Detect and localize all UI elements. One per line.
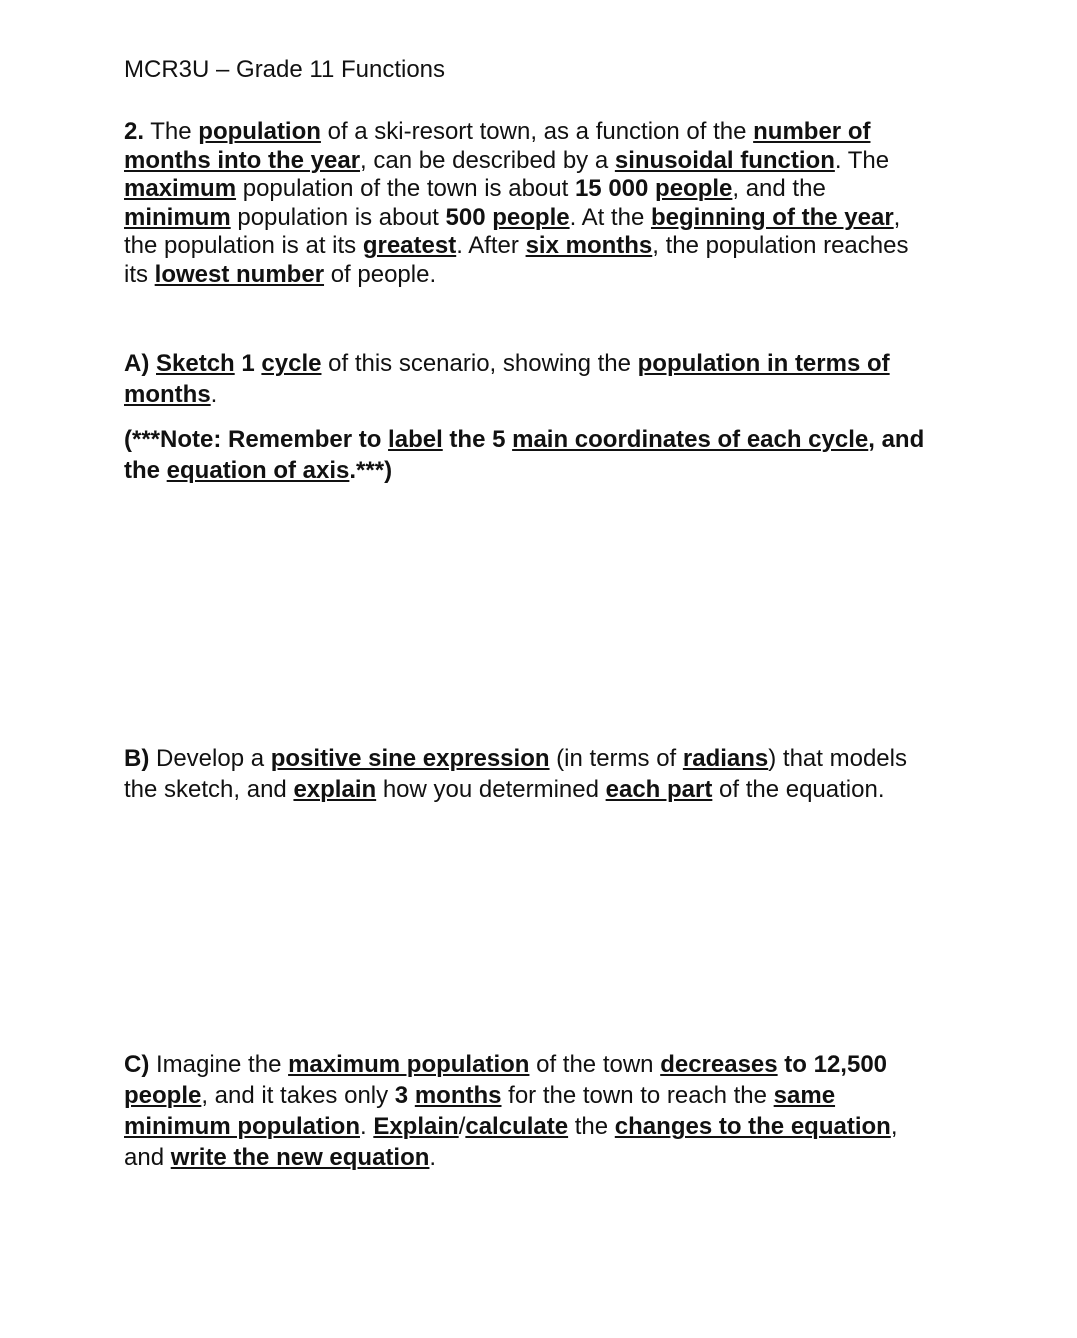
keyword-months-into-year: months into the year <box>124 146 361 174</box>
keyword-people: people <box>124 1082 202 1109</box>
keyword-write-new-equation: write the new equation <box>170 1144 430 1171</box>
part-a-question: A) Sketch 1 cycle of this scenario, showing the population in terms of months. <box>124 350 890 408</box>
problem-number: 2. <box>124 118 145 145</box>
keyword-beginning-of-year: beginning of the year <box>650 203 894 231</box>
value-1: 1 <box>241 350 255 377</box>
part-a-note: (***Note: Remember to label the 5 main coordinates of each cycle, and the equation of axis.***) <box>124 426 925 484</box>
keyword-months: months <box>414 1082 502 1109</box>
keyword-maximum: maximum <box>124 175 237 203</box>
part-b-question: B) Develop a positive sine expression (in terms of radians) that models the sketch, and explain how you determined each part of the equation. <box>124 745 907 803</box>
keyword-number-of: number of <box>753 118 871 145</box>
keyword-label: label <box>388 426 443 453</box>
value-15000: 15 000 <box>574 175 649 203</box>
keyword-main-coordinates: main coordinates of each cycle <box>512 426 869 453</box>
part-c-question: C) Imagine the maximum population of the town decreases to 12,500 people, and it takes only 3 months for the town to reach the same minimum population. Explain/calculate the changes to the equation, and write the new equation. <box>124 1051 898 1171</box>
keyword-greatest: greatest <box>362 232 457 260</box>
keyword-same: same <box>773 1082 836 1109</box>
keyword-months: months <box>124 381 211 408</box>
keyword-minimum: minimum <box>124 203 231 231</box>
value-500: 500 <box>445 203 486 231</box>
value-3: 3 <box>394 1082 409 1109</box>
keyword-sinusoidal-function: sinusoidal function <box>614 146 835 174</box>
keyword-cycle: cycle <box>261 350 322 377</box>
keyword-positive-sine-expression: positive sine expression <box>270 745 550 772</box>
keyword-radians: radians <box>682 745 769 772</box>
keyword-calculate: calculate <box>465 1113 569 1140</box>
problem-statement: 2. The population of a ski-resort town, as a function of the number of months into the year, can be described by a sinusoidal function. The maximum population of the town is about 15 000 people, and the minimum population is about 500 people. At the beginning of the year, the population is at its greatest. After six months, the population reaches its lowest number of people. <box>124 118 909 288</box>
course-header: MCR3U – Grade 11 Functions <box>124 56 446 83</box>
keyword-changes-to-equation: changes to the equation <box>614 1113 891 1140</box>
keyword-explain: Explain <box>373 1113 459 1140</box>
part-b-label: B) <box>124 745 150 772</box>
part-a-label: A) <box>124 350 150 377</box>
keyword-each-part: each part <box>605 776 713 803</box>
keyword-people: people <box>492 203 570 231</box>
keyword-sketch: Sketch <box>156 350 235 377</box>
keyword-population: population <box>198 118 321 145</box>
keyword-lowest-number: lowest number <box>154 260 325 288</box>
keyword-six-months: six months <box>525 232 653 260</box>
keyword-people: people <box>655 175 733 203</box>
value-12500: to 12,500 <box>777 1051 888 1078</box>
keyword-maximum-population: maximum population <box>288 1051 530 1078</box>
keyword-population-in-terms-of: population in terms of <box>637 350 890 377</box>
keyword-equation-of-axis: equation of axis <box>166 457 350 484</box>
keyword-decreases: decreases <box>660 1051 778 1078</box>
keyword-minimum-population: minimum population <box>124 1113 360 1140</box>
keyword-explain: explain <box>293 776 377 803</box>
part-c-label: C) <box>124 1051 150 1078</box>
